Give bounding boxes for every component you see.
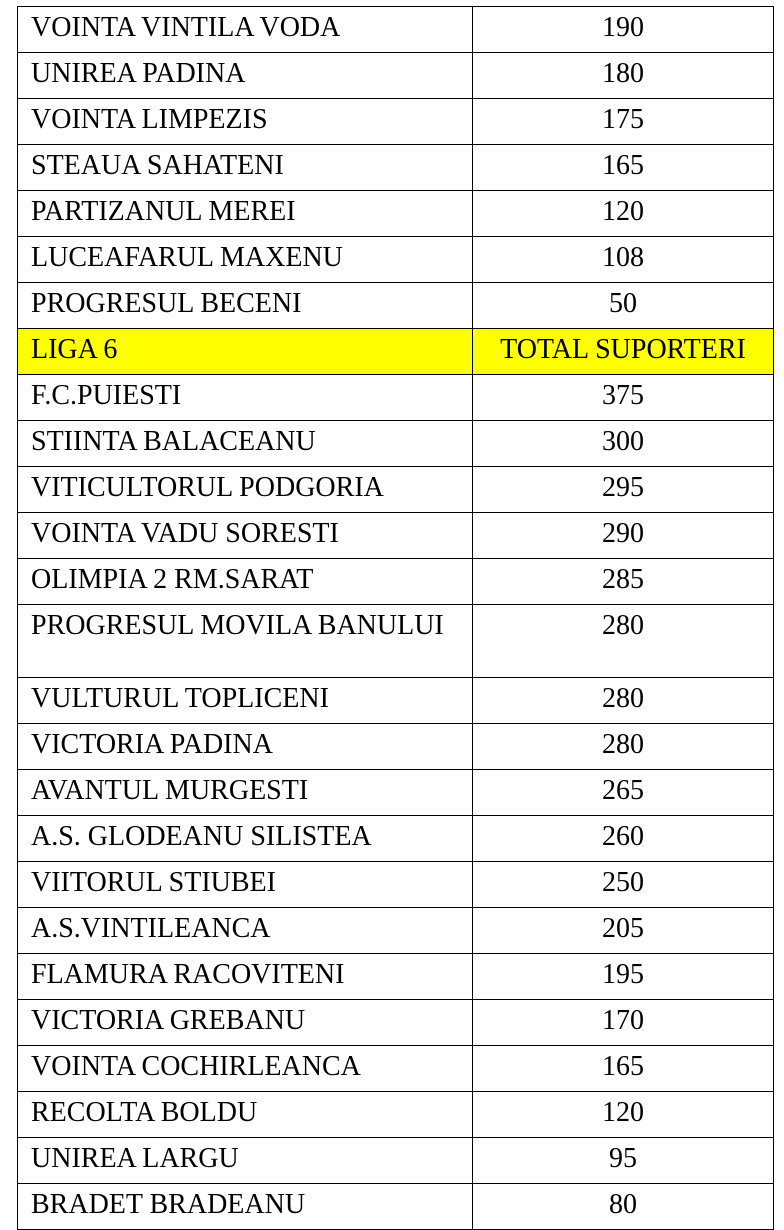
supporter-count: 375 xyxy=(473,375,774,421)
table-row xyxy=(18,99,774,145)
table-row xyxy=(18,954,774,1000)
team-name: UNIREA PADINA xyxy=(18,53,473,99)
table-row xyxy=(18,1046,774,1092)
team-name: VITICULTORUL PODGORIA xyxy=(18,467,473,513)
table-row xyxy=(18,375,774,421)
team-name: PROGRESUL MOVILA BANULUI xyxy=(18,605,473,678)
team-name: VOINTA VADU SORESTI xyxy=(18,513,473,559)
supporter-count: 290 xyxy=(473,513,774,559)
supporter-count: 50 xyxy=(473,283,774,329)
supporter-count: 170 xyxy=(473,1000,774,1046)
supporter-count: 165 xyxy=(473,145,774,191)
table-row xyxy=(18,1184,774,1230)
table-row xyxy=(18,237,774,283)
supporter-count: 195 xyxy=(473,954,774,1000)
table-row xyxy=(18,724,774,770)
team-name: VOINTA VINTILA VODA xyxy=(18,7,473,53)
supporter-count: 250 xyxy=(473,862,774,908)
supporter-count: 205 xyxy=(473,908,774,954)
table-row xyxy=(18,1138,774,1184)
team-name: AVANTUL MURGESTI xyxy=(18,770,473,816)
team-name: VULTURUL TOPLICENI xyxy=(18,678,473,724)
team-name: OLIMPIA 2 RM.SARAT xyxy=(18,559,473,605)
supporter-count: 285 xyxy=(473,559,774,605)
team-name: F.C.PUIESTI xyxy=(18,375,473,421)
team-name: A.S. GLODEANU SILISTEA xyxy=(18,816,473,862)
table-row xyxy=(18,513,774,559)
team-name: UNIREA LARGU xyxy=(18,1138,473,1184)
team-name: VICTORIA PADINA xyxy=(18,724,473,770)
table-row xyxy=(18,1092,774,1138)
table-row xyxy=(18,1000,774,1046)
team-name: FLAMURA RACOVITENI xyxy=(18,954,473,1000)
supporter-count: 265 xyxy=(473,770,774,816)
table-row xyxy=(18,421,774,467)
table-row xyxy=(18,770,774,816)
table-row xyxy=(18,53,774,99)
team-name: VOINTA COCHIRLEANCA xyxy=(18,1046,473,1092)
table-row xyxy=(18,862,774,908)
total-supporters-header: TOTAL SUPORTERI xyxy=(473,329,774,375)
team-name: PROGRESUL BECENI xyxy=(18,283,473,329)
supporter-count: 120 xyxy=(473,191,774,237)
supporter-count: 175 xyxy=(473,99,774,145)
table-row xyxy=(18,467,774,513)
supporter-count: 80 xyxy=(473,1184,774,1230)
team-name: PARTIZANUL MEREI xyxy=(18,191,473,237)
team-name: LUCEAFARUL MAXENU xyxy=(18,237,473,283)
team-name: STEAUA SAHATENI xyxy=(18,145,473,191)
table-row xyxy=(18,559,774,605)
supporter-count: 280 xyxy=(473,605,774,678)
supporter-count: 95 xyxy=(473,1138,774,1184)
team-name: VIITORUL STIUBEI xyxy=(18,862,473,908)
supporter-count: 108 xyxy=(473,237,774,283)
team-name: BRADET BRADEANU xyxy=(18,1184,473,1230)
supporter-count: 165 xyxy=(473,1046,774,1092)
table-body xyxy=(18,7,774,1230)
supporter-count: 260 xyxy=(473,816,774,862)
table-row xyxy=(18,908,774,954)
league-label: LIGA 6 xyxy=(18,329,473,375)
table-row xyxy=(18,605,774,678)
table-row xyxy=(18,145,774,191)
supporter-count: 280 xyxy=(473,724,774,770)
table-row xyxy=(18,283,774,329)
supporter-count: 120 xyxy=(473,1092,774,1138)
supporter-count: 295 xyxy=(473,467,774,513)
team-name: RECOLTA BOLDU xyxy=(18,1092,473,1138)
supporter-count: 280 xyxy=(473,678,774,724)
table-row xyxy=(18,191,774,237)
supporters-table xyxy=(17,6,774,1230)
supporter-count: 190 xyxy=(473,7,774,53)
table-row xyxy=(18,678,774,724)
team-name: VICTORIA GREBANU xyxy=(18,1000,473,1046)
team-name: A.S.VINTILEANCA xyxy=(18,908,473,954)
supporter-count: 300 xyxy=(473,421,774,467)
team-name: STIINTA BALACEANU xyxy=(18,421,473,467)
supporter-count: 180 xyxy=(473,53,774,99)
team-name: VOINTA LIMPEZIS xyxy=(18,99,473,145)
liga-header-row xyxy=(18,329,774,375)
table-row xyxy=(18,7,774,53)
table-row xyxy=(18,816,774,862)
